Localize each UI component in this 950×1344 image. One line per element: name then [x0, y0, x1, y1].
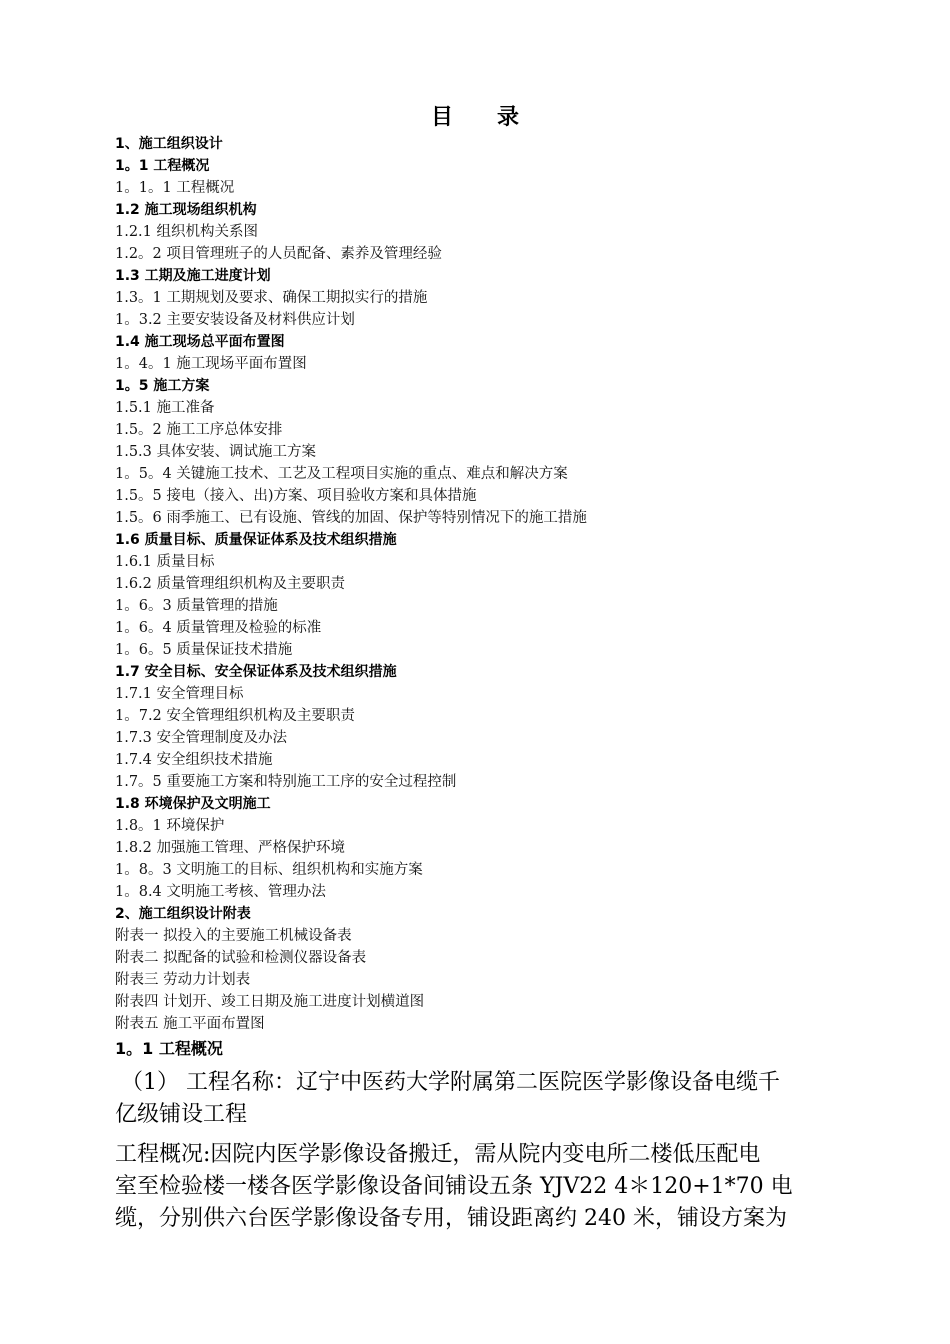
toc-entry: 1.5。5 接电（接入、出)方案、项目验收方案和具体措施	[115, 488, 477, 504]
toc-entry: 1.8.2 加强施工管理、严格保护环境	[115, 840, 346, 856]
toc-heading-entry: 1.3 工期及施工进度计划	[115, 268, 271, 284]
toc-entry: 1。4。1 施工现场平面布置图	[115, 356, 307, 372]
paragraph-line: 工程概况:因院内医学影像设备搬迁，需从院内变电所二楼低压配电	[115, 1142, 761, 1167]
toc-entry: 附表三 劳动力计划表	[115, 972, 251, 988]
table-of-contents	[115, 133, 895, 1035]
section-heading: 1。1 工程概况	[115, 1039, 223, 1058]
paragraph-line: （1） 工程名称：辽宁中医药大学附属第二医院医学影像设备电缆千	[121, 1070, 780, 1095]
toc-entry: 1。5。4 关键施工技术、工艺及工程项目实施的重点、难点和解决方案	[115, 466, 568, 482]
toc-heading-entry: 2、施工组织设计附表	[115, 906, 251, 922]
toc-entry: 1.3。1 工期规划及要求、确保工期拟实行的措施	[115, 290, 428, 306]
toc-heading-entry: 1.2 施工现场组织机构	[115, 202, 257, 218]
toc-heading-entry: 1。5 施工方案	[115, 378, 210, 394]
paragraph-line: 亿级铺设工程	[115, 1102, 248, 1127]
paragraph-line: 室至检验楼一楼各医学影像设备间铺设五条 YJV22 4＊120+1*70 电	[115, 1174, 793, 1199]
toc-entry: 1。8。3 文明施工的目标、组织机构和实施方案	[115, 862, 423, 878]
toc-entry: 1.5.1 施工准备	[115, 400, 215, 416]
toc-entry: 1.5.3 具体安装、调试施工方案	[115, 444, 317, 460]
toc-heading-entry: 1、施工组织设计	[115, 136, 223, 152]
toc-entry: 1.5。2 施工工序总体安排	[115, 422, 283, 438]
toc-entry: 1。8.4 文明施工考核、管理办法	[115, 884, 326, 900]
project-name-paragraph	[115, 1067, 845, 1131]
toc-entry: 附表一 拟投入的主要施工机械设备表	[115, 928, 352, 944]
title-char-left: 目	[430, 105, 453, 130]
toc-entry: 1。7.2 安全管理组织机构及主要职责	[115, 708, 355, 724]
toc-entry: 附表二 拟配备的试验和检测仪器设备表	[115, 950, 367, 966]
toc-entry: 1.7.4 安全组织技术措施	[115, 752, 273, 768]
toc-heading-entry: 1.7 安全目标、安全保证体系及技术组织措施	[115, 664, 397, 680]
toc-heading-entry: 1.8 环境保护及文明施工	[115, 796, 271, 812]
project-overview-paragraph	[115, 1139, 845, 1235]
toc-entry: 1.8。1 环境保护	[115, 818, 225, 834]
toc-entry: 1.7.1 安全管理目标	[115, 686, 244, 702]
toc-entry: 1.5。6 雨季施工、已有设施、管线的加固、保护等特别情况下的施工措施	[115, 510, 587, 526]
toc-entry: 1.6.1 质量目标	[115, 554, 215, 570]
toc-entry: 附表四 计划开、竣工日期及施工进度计划横道图	[115, 994, 425, 1010]
paragraph-line: 缆，分别供六台医学影像设备专用，铺设距离约 240 米，铺设方案为	[115, 1206, 787, 1231]
toc-heading-entry: 1.6 质量目标、质量保证体系及技术组织措施	[115, 532, 397, 548]
toc-entry: 附表五 施工平面布置图	[115, 1016, 265, 1032]
toc-heading-entry: 1.4 施工现场总平面布置图	[115, 334, 285, 350]
toc-entry: 1.7。5 重要施工方案和特别施工工序的安全过程控制	[115, 774, 457, 790]
toc-entry: 1.6.2 质量管理组织机构及主要职责	[115, 576, 346, 592]
toc-entry: 1。3.2 主要安装设备及材料供应计划	[115, 312, 355, 328]
toc-entry: 1.2。2 项目管理班子的人员配备、素养及管理经验	[115, 246, 442, 262]
page-title	[0, 100, 950, 131]
title-char-right: 录	[497, 105, 520, 130]
toc-entry: 1。1。1 工程概况	[115, 180, 235, 196]
toc-heading-entry: 1。1 工程概况	[115, 158, 210, 174]
toc-entry: 1.7.3 安全管理制度及办法	[115, 730, 288, 746]
toc-entry: 1。6。4 质量管理及检验的标准	[115, 620, 322, 636]
toc-entry: 1。6。5 质量保证技术措施	[115, 642, 293, 658]
toc-entry: 1。6。3 质量管理的措施	[115, 598, 278, 614]
toc-entry: 1.2.1 组织机构关系图	[115, 224, 259, 240]
